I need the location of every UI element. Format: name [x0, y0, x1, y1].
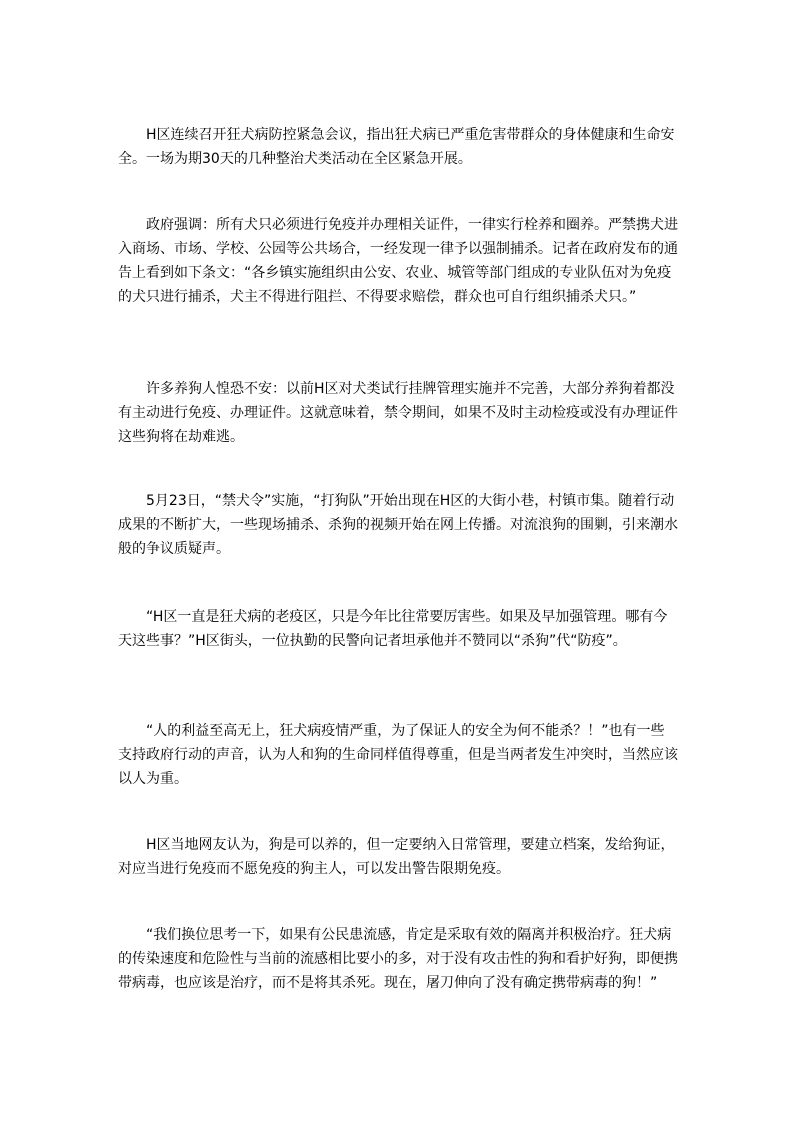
paragraph-7: H区当地网友认为，狗是可以养的，但一定要纳入日常管理，要建立档案，发给狗证，对应当进行免疫而不愿免疫的狗主人，可以发出警告限期免疫。 [118, 837, 675, 877]
paragraph-4: 5月23日，“禁犬令”实施，“打狗队”开始出现在H区的大街小巷，村镇市集。随着行动成果的不断扩大，一些现场捕杀、杀狗的视频开始在网上传播。对流浪狗的围剿，引来潮水般的争议质疑声。 [118, 493, 678, 557]
paragraph-6: “人的利益至高无上，狂犬病疫情严重，为了保证人的安全为何不能杀？！”也有一些支持政府行动的声音，认为人和狗的生命同样值得尊重，但是当两者发生冲突时，当然应该以人为重。 [118, 723, 678, 787]
paragraph-1: H区连续召开狂犬病防控紧急会议，指出狂犬病已严重危害带群众的身体健康和生命安全。一场为期30天的几种整治犬类活动在全区紧急开展。 [118, 127, 675, 167]
paragraph-5: “H区一直是狂犬病的老疫区，只是今年比往常要厉害些。如果及早加强管理。哪有今天这些事？”H区街头，一位执勤的民警向记者坦承他并不赞同以“杀狗”代“防疫”。 [118, 609, 668, 649]
paragraph-8: “我们换位思考一下，如果有公民患流感，肯定是采取有效的隔离并积极治疗。狂犬病的传染速度和危险性与当前的流感相比要小的多，对于没有攻击性的狗和看护好狗，即便携带病毒，也应该是治疗，而不是将其杀死。现在，屠刀伸向了没有确定携带病毒的狗！” [118, 927, 678, 991]
paragraph-2: 政府强调：所有犬只必须进行免疫并办理相关证件，一律实行栓养和圈养。严禁携犬进入商场、市场、学校、公园等公共场合，一经发现一律予以强制捕杀。记者在政府发布的通告上看到如下条文：“各乡镇实施组织由公安、农业、城管等部门组成的专业队伍对为免疫的犬只进行捕杀，犬主不得进行阻拦、不得要求赔偿，群众也可自行组织捕杀犬只。” [118, 217, 678, 305]
paragraph-3: 许多养狗人惶恐不安：以前H区对犬类试行挂牌管理实施并不完善，大部分养狗着都没有主动进行免疫、办理证件。这就意味着，禁令期间，如果不及时主动检疫或没有办理证件这些狗将在劫难逃。 [118, 381, 678, 445]
